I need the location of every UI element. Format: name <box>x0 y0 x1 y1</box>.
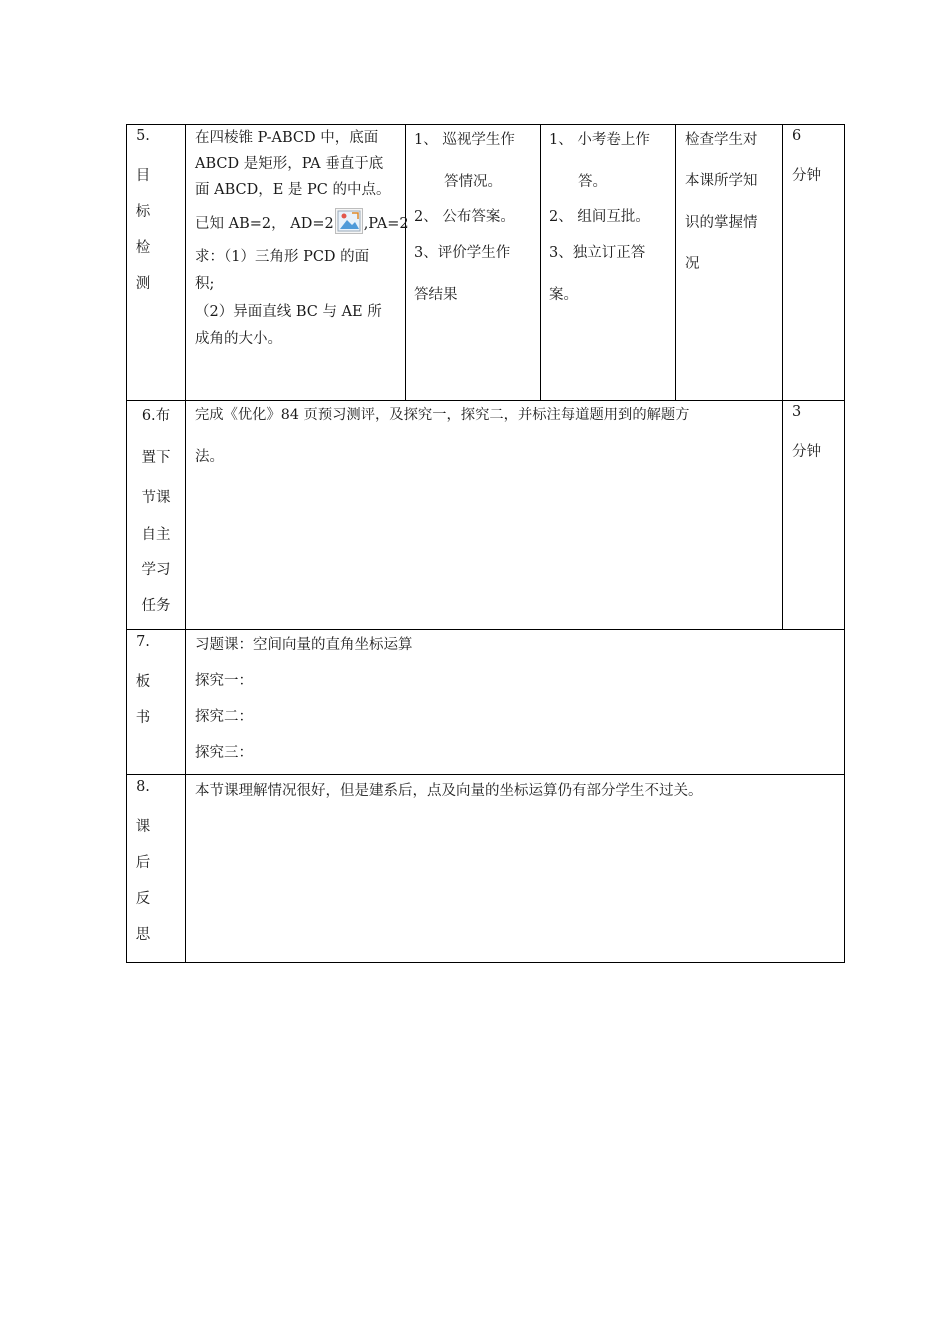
board-line: 探究二： <box>195 709 253 725</box>
row5-label-char: 标 <box>135 204 151 220</box>
column-divider <box>675 124 676 401</box>
row5-label <box>130 128 156 308</box>
row8-label-char: 反 <box>135 891 151 907</box>
time-column-divider <box>782 124 783 630</box>
problem-line: 面 ABCD，E 是 PC 的中点。 <box>195 182 391 198</box>
time-unit: 分钟 <box>792 444 821 460</box>
purpose-line: 本课所学知 <box>685 173 758 189</box>
time-value: 3 <box>792 404 802 420</box>
row8-label-char: 思 <box>135 927 151 943</box>
student-line: 3、独立订正答 <box>549 245 646 261</box>
problem-line: 积; <box>195 276 215 292</box>
purpose-line: 检查学生对 <box>685 132 758 148</box>
row-divider <box>126 400 845 401</box>
row7-label-char: 板 <box>135 674 151 690</box>
row8-label-char: 8. <box>136 779 150 795</box>
row6-label-char: 6.布 <box>141 408 171 424</box>
row6-label-char: 节课 <box>141 490 171 506</box>
row6-label-char: 学习 <box>141 562 171 578</box>
table-border-bottom <box>126 962 845 963</box>
problem-line: 求：（1）三角形 PCD 的面 <box>195 249 370 265</box>
problem-line: 在四棱锥 P-ABCD 中，底面 <box>195 130 379 146</box>
broken-image-icon <box>335 208 363 234</box>
row6-label-char: 置下 <box>141 450 171 466</box>
time-unit: 分钟 <box>792 168 821 184</box>
board-line: 探究一： <box>195 673 253 689</box>
reflection-line: 本节课理解情况很好，但是建系后，点及向量的坐标运算仍有部分学生不过关。 <box>195 783 703 799</box>
row7-label-char: 7. <box>136 634 150 650</box>
row7-label <box>130 634 156 742</box>
problem-given-a: 已知 AB=2， AD=2 <box>195 216 334 232</box>
row8-label-char: 后 <box>135 855 151 871</box>
student-line: 案。 <box>549 287 578 303</box>
board-line: 探究三： <box>195 745 253 761</box>
row-divider <box>126 774 845 775</box>
row8-label-char: 课 <box>135 819 151 835</box>
teacher-line: 答情况。 <box>444 174 502 190</box>
row6-label <box>130 404 182 630</box>
row5-label-char: 目 <box>135 168 151 184</box>
teacher-line: 1、 巡视学生作 <box>414 132 515 148</box>
teacher-line: 3、评价学生作 <box>414 245 511 261</box>
row-divider <box>126 629 845 630</box>
problem-given-line <box>195 208 409 234</box>
row7-label-char: 书 <box>135 710 151 726</box>
content-line: 完成《优化》84 页预习测评，及探究一，探究二，并标注每道题用到的解题方 <box>195 407 690 423</box>
problem-given-b: ,PA=2 <box>363 216 409 232</box>
label-column-divider <box>185 124 186 963</box>
problem-line: （2）异面直线 BC 与 AE 所 <box>195 304 382 320</box>
row6-label-char: 任务 <box>141 598 171 614</box>
column-divider <box>540 124 541 401</box>
content-line: 法。 <box>195 449 224 465</box>
row5-label-char: 测 <box>135 276 151 292</box>
teacher-line: 2、 公布答案。 <box>414 209 515 225</box>
purpose-line: 况 <box>685 256 700 272</box>
row8-label <box>130 779 156 959</box>
column-divider <box>405 124 406 401</box>
purpose-line: 识的掌握情 <box>685 215 758 231</box>
teacher-line: 答结果 <box>414 287 458 303</box>
student-line: 答。 <box>578 174 607 190</box>
student-line: 1、 小考卷上作 <box>549 132 650 148</box>
problem-line: ABCD 是矩形，PA 垂直于底 <box>195 156 384 172</box>
table-border-right <box>844 124 845 963</box>
board-title: 习题课：空间向量的直角坐标运算 <box>195 637 413 653</box>
row5-label-char: 5. <box>136 128 150 144</box>
time-value: 6 <box>792 128 802 144</box>
table-border-top <box>126 124 845 125</box>
student-line: 2、 组间互批。 <box>549 209 650 225</box>
problem-line: 成角的大小。 <box>195 331 282 347</box>
table-border-left <box>126 124 127 963</box>
row5-label-char: 检 <box>135 240 151 256</box>
row6-label-char: 自主 <box>141 527 171 543</box>
